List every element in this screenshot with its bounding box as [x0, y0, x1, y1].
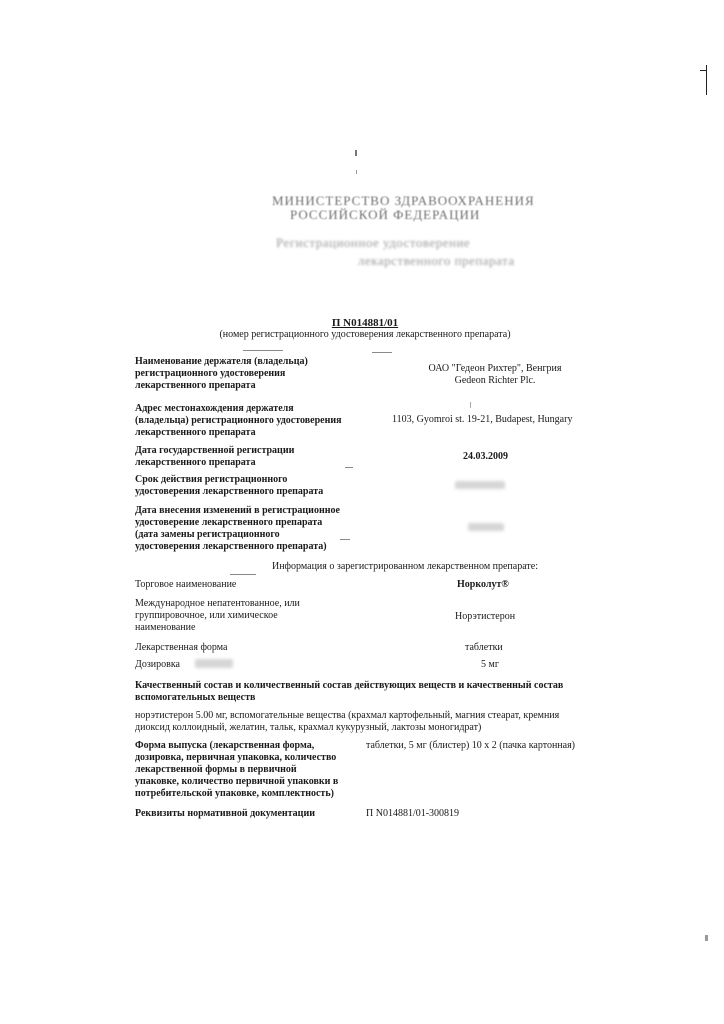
- dose-value: 5 мг: [481, 659, 499, 670]
- changes-date-label: Дата внесения изменений в регистрационное удостоверение лекарственного препарата (дата замены регистрационного удостоверения лекарственного препарата): [135, 505, 340, 552]
- scan-dash: [243, 350, 283, 351]
- normative-doc-value: П N014881/01-300819: [366, 808, 460, 819]
- holder-label: Наименование держателя (владельца) регистрационного удостоверения лекарственного препарата: [135, 356, 308, 391]
- composition-body: норэтистерон 5.00 мг, вспомогательные вещества (крахмал картофельный, магния стеарат, кремния диоксид коллоидный, желатин, тальк, крахмал кукурузный, лактозы моногидрат): [135, 710, 560, 733]
- faded-stamp: [195, 659, 233, 668]
- release-form-value: таблетки, 5 мг (блистер) 10 x 2 (пачка картонная): [366, 740, 576, 751]
- state-registration-date-value: 24.03.2009: [463, 451, 508, 462]
- scan-dash: [372, 352, 392, 353]
- release-form-label: Форма выпуска (лекарственная форма, дозировка, первичная упаковка, количество лекарственной формы в первичной упаковке, количество первичной упаковки в потребительской упаковке, комплектность): [135, 740, 339, 799]
- inn-label: Международное непатентованное, или группировочное, или химическое наименование: [135, 598, 300, 633]
- faded-stamp: [468, 523, 504, 531]
- trade-name-value: Норколут®: [457, 579, 509, 590]
- inn-value: Норэтистерон: [455, 611, 516, 622]
- state-registration-date-label: Дата государственной регистрации лекарственного препарата: [135, 445, 295, 468]
- scan-dash: [345, 467, 353, 468]
- scan-dash: [230, 574, 256, 575]
- trade-name-label: Торговое наименование: [135, 579, 237, 590]
- certificate-title-line-1: Регистрационное удостоверение: [276, 235, 471, 250]
- holder-name-ru: ОАО "Гедеон Рихтер", Венгрия: [428, 363, 562, 374]
- address-label: Адрес местонахождения держателя (владельца) регистрационного удостоверения лекарственного препарата: [135, 403, 342, 438]
- scan-dot: [356, 170, 357, 174]
- normative-doc-label: Реквизиты нормативной документации: [135, 808, 315, 819]
- dose-label: Дозировка: [135, 659, 180, 670]
- scan-dot: [355, 150, 357, 156]
- scan-dash: [340, 539, 350, 540]
- ministry-line-1: МИНИСТЕРСТВО ЗДРАВООХРАНЕНИЯ: [272, 193, 535, 208]
- scan-edge-mark: [700, 70, 707, 71]
- holder-value: [395, 363, 595, 387]
- dosage-form-label: Лекарственная форма: [135, 642, 228, 653]
- product-info-heading: Информация о зарегистрированном лекарственном препарате:: [271, 561, 538, 572]
- certificate-title-line-2: лекарственного препарата: [358, 253, 515, 268]
- dosage-form-value: таблетки: [465, 642, 503, 653]
- address-value: 1103, Gyomroi st. 19-21, Budapest, Hungary: [392, 414, 573, 425]
- ministry-line-2: РОССИЙСКОЙ ФЕДЕРАЦИИ: [290, 207, 481, 222]
- composition-heading: Качественный состав и количественный состав действующих веществ и качественный состав вспомогательных веществ: [135, 680, 564, 703]
- holder-name-en: Gedeon Richter Plc.: [454, 375, 536, 386]
- registration-number: П N014881/01: [331, 317, 399, 329]
- validity-label: Срок действия регистрационного удостоверения лекарственного препарата: [135, 474, 324, 497]
- scan-dot: [705, 935, 708, 941]
- registration-number-caption: (номер регистрационного удостоверения лекарственного препарата): [219, 329, 511, 340]
- faded-stamp: [455, 481, 505, 489]
- scan-dot: [470, 402, 471, 408]
